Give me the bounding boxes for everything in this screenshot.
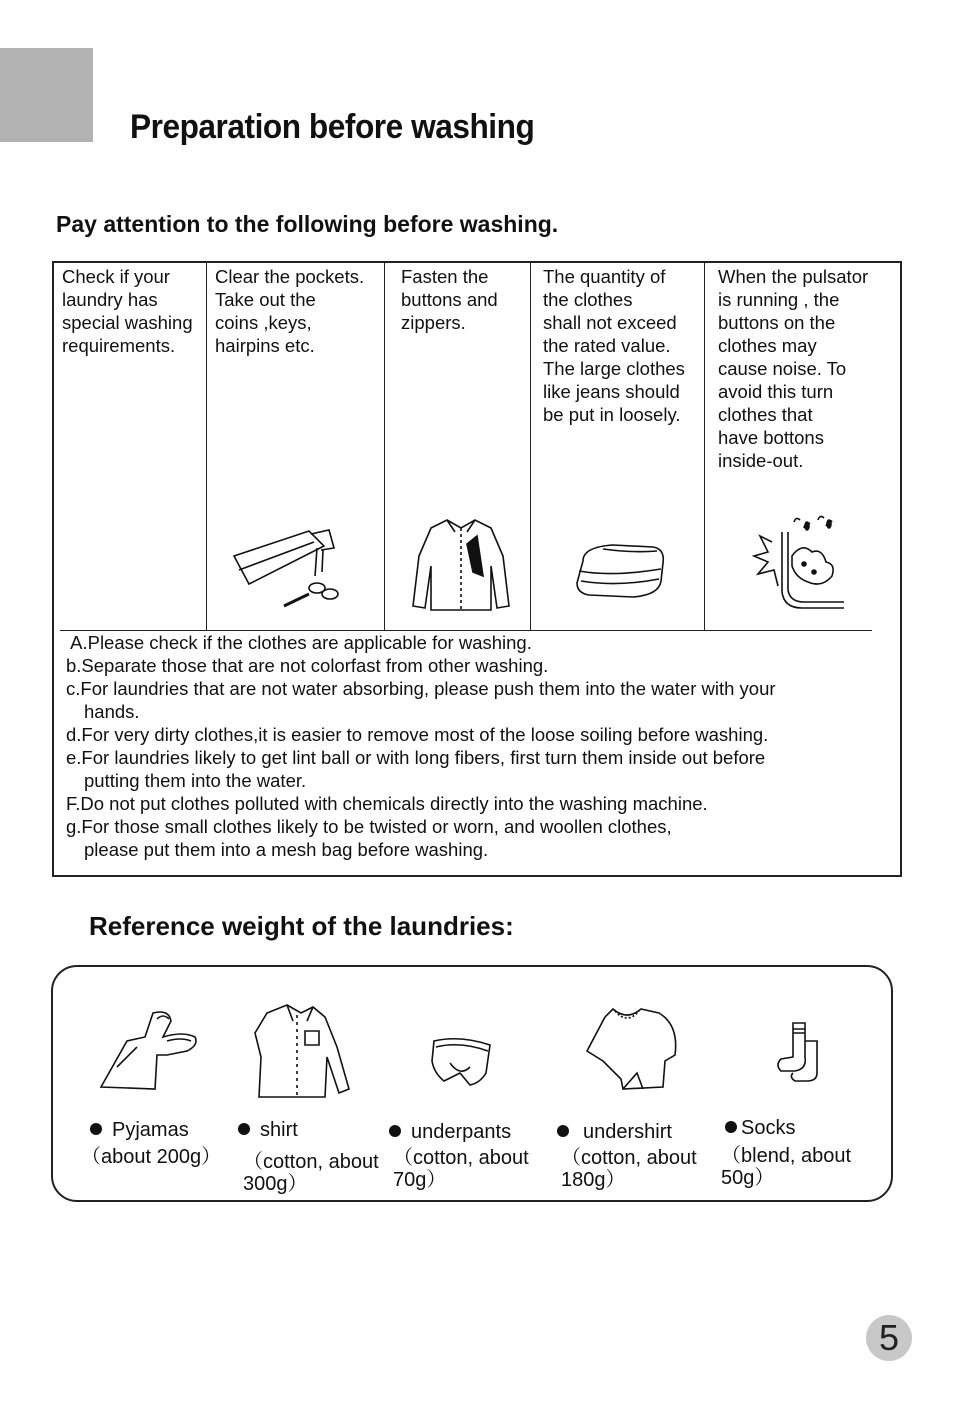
column-divider <box>206 263 207 631</box>
item-label: Pyjamas <box>112 1119 189 1141</box>
note-continuation: please put them into a mesh bag before washing. <box>84 839 489 860</box>
attention-table <box>52 261 902 877</box>
note-text: A.Please check if the clothes are applicable for washing. <box>66 632 532 653</box>
attention-column-buttons <box>401 263 531 629</box>
shirt-icon <box>253 1003 353 1101</box>
note-text: F.Do not put clothes polluted with chemicals directly into the washing machine. <box>66 793 708 814</box>
item-weight: （blend, about 50g） <box>721 1145 852 1189</box>
attention-column-pockets <box>215 263 393 629</box>
note-continuation: hands. <box>84 701 140 722</box>
attention-column-requirements <box>62 263 207 629</box>
underpants-icon <box>430 1033 494 1089</box>
notes-list <box>66 631 886 861</box>
undershirt-icon <box>583 1003 683 1095</box>
item-label: underpants <box>411 1121 512 1143</box>
note-continuation: putting them into the water. <box>84 770 307 791</box>
note-text: g.For those small clothes likely to be twisted or worn, and woollen clothes, <box>66 816 672 837</box>
attention-column-text: The quantity of the clothes shall not exceed the rated value. The large clothes like jeans should be put in loosely. <box>543 266 685 425</box>
reference-heading: Reference weight of the laundries: <box>89 911 514 941</box>
list-item <box>66 654 886 677</box>
list-item <box>66 631 886 654</box>
item-label: shirt <box>260 1119 298 1141</box>
weight-item-underpants <box>389 1121 511 1144</box>
list-item <box>66 746 886 792</box>
item-weight: （cotton, about 180g） <box>561 1147 697 1191</box>
attention-column-text: When the pulsator is running , the buttons on the clothes may cause noise. To avoid this turn clothes that have bottons inside-out. <box>718 266 869 471</box>
note-text: e.For laundries likely to get lint ball or with long fibers, first turn them inside out before <box>66 747 766 768</box>
note-text: d.For very dirty clothes,it is easier to remove most of the loose soiling before washing. <box>66 724 769 745</box>
item-label: Socks <box>741 1117 796 1139</box>
item-label: undershirt <box>583 1121 672 1143</box>
attention-column-quantity <box>543 263 708 629</box>
list-item <box>66 792 886 815</box>
pocket-items-icon <box>229 503 344 634</box>
page-number: 5 <box>866 1315 912 1361</box>
page-title: Preparation before washing <box>130 108 535 146</box>
attention-column-noise <box>718 263 896 629</box>
folded-clothes-icon <box>573 518 668 626</box>
noise-icon <box>752 489 847 635</box>
bullet-icon <box>90 1123 102 1135</box>
list-item <box>66 677 886 723</box>
bullet-icon <box>557 1125 569 1137</box>
attention-column-text: Check if your laundry has special washing requirements. <box>62 266 193 356</box>
list-item <box>66 815 886 861</box>
item-weight: （about 200g） <box>81 1146 222 1168</box>
weight-item-undershirt <box>557 1121 672 1144</box>
weight-item-socks <box>725 1117 795 1140</box>
attention-column-text: Fasten the buttons and zippers. <box>401 266 498 333</box>
bullet-icon <box>389 1125 401 1137</box>
column-divider <box>384 263 385 631</box>
column-divider <box>704 263 705 631</box>
bullet-icon <box>238 1123 250 1135</box>
section-tab-marker <box>0 48 93 142</box>
column-divider <box>530 263 531 631</box>
pyjamas-icon <box>97 1007 202 1092</box>
item-weight: （cotton, about 70g） <box>393 1147 529 1191</box>
attention-heading: Pay attention to the following before washing. <box>56 211 559 237</box>
note-text: c.For laundries that are not water absorbing, please push them into the water with your <box>66 678 776 699</box>
shirt-button-icon <box>411 493 511 637</box>
note-text: b.Separate those that are not colorfast from other washing. <box>66 655 549 676</box>
bullet-icon <box>725 1121 737 1133</box>
socks-icon <box>773 1021 823 1083</box>
reference-weight-panel <box>51 965 893 1202</box>
item-weight: （cotton, about 300g） <box>243 1151 379 1195</box>
attention-column-text: Clear the pockets. Take out the coins ,keys, hairpins etc. <box>215 266 365 356</box>
list-item <box>66 723 886 746</box>
weight-item-shirt <box>238 1119 298 1142</box>
weight-item-pyjamas <box>90 1119 189 1142</box>
